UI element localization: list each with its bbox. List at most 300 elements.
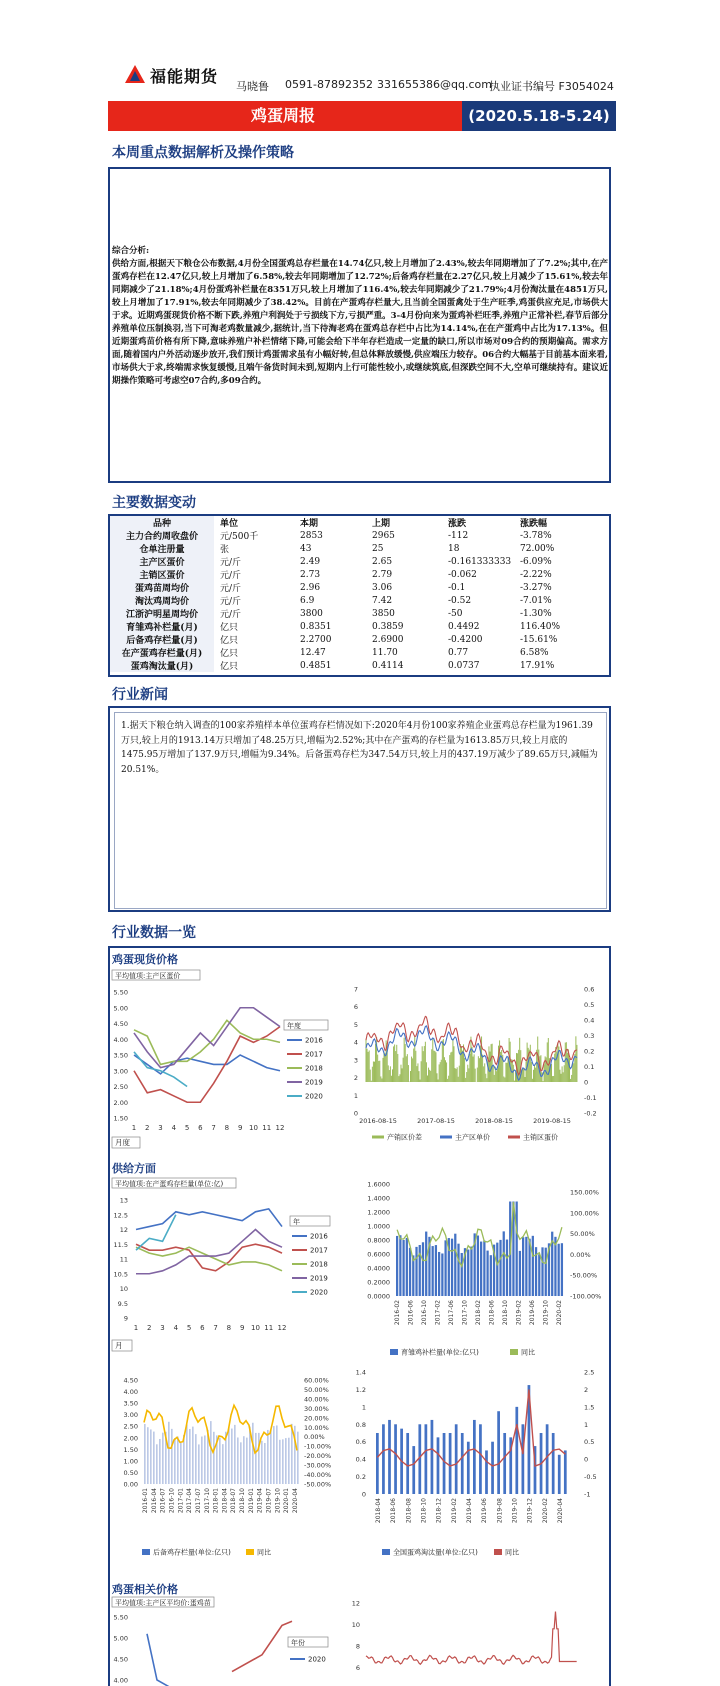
y-left-tick: 0.2000	[367, 1279, 390, 1287]
chart-spot-price-monthly	[112, 970, 332, 1150]
series-line-other	[232, 1621, 292, 1671]
y-left-tick: 4	[354, 1039, 358, 1047]
bar	[432, 1246, 434, 1296]
bar	[210, 1421, 212, 1484]
legend-label: 2020	[305, 1093, 323, 1101]
bar	[402, 1240, 404, 1296]
table-cell: 亿只	[214, 659, 300, 672]
y-left-tick: 3.50	[124, 1400, 138, 1408]
bar	[144, 1424, 146, 1484]
x-tick-label: 12	[276, 1124, 285, 1132]
table-cell: 蛋鸡苗周均价	[110, 581, 214, 594]
x-tick-label: 2019-04	[466, 1498, 473, 1523]
bar	[156, 1444, 158, 1484]
bar	[222, 1444, 224, 1484]
bar	[443, 1433, 446, 1494]
table-row	[110, 620, 600, 633]
bar	[532, 1236, 534, 1296]
y-left-tick: 2	[354, 1074, 358, 1082]
x-tick-label: 2019-01	[248, 1488, 255, 1513]
y-tick-label: 1.50	[114, 1115, 128, 1123]
analysis-text	[112, 245, 608, 388]
table-header-cell: 本期	[300, 516, 372, 529]
axis-button-label: 月度	[115, 1137, 130, 1147]
table-cell: 亿只	[214, 633, 300, 646]
table-cell: 0.4851	[300, 659, 372, 672]
bar	[441, 1253, 443, 1296]
bar	[415, 1247, 417, 1296]
x-tick-label: 2020-04	[292, 1488, 299, 1513]
x-tick-label: 2017-07	[195, 1488, 202, 1513]
y-tick-label: 11	[120, 1256, 128, 1264]
y-right-tick: 0.4	[584, 1017, 594, 1025]
table-row	[110, 555, 600, 568]
table-cell: 6.58%	[520, 646, 600, 659]
x-tick-label: 2017-02	[435, 1300, 442, 1325]
x-tick-label: 2019-02	[451, 1498, 458, 1523]
x-tick-label: 2017-10	[462, 1300, 469, 1325]
table-cell: 2.79	[372, 568, 448, 581]
table-cell: 元/斤	[214, 555, 300, 568]
y-left-tick: 1.2	[356, 1386, 366, 1394]
bar	[237, 1437, 239, 1484]
table-header-cell: 单位	[214, 516, 300, 529]
y-right-tick: 50.00%	[304, 1386, 329, 1394]
bar	[490, 1255, 492, 1296]
bar	[561, 1243, 563, 1296]
x-tick-label: 4	[172, 1124, 177, 1132]
table-cell: -2.22%	[520, 568, 600, 581]
table-cell: -0.52	[448, 594, 520, 607]
y-tick-label: 12	[120, 1226, 128, 1234]
bar	[168, 1422, 170, 1484]
table-cell: 43	[300, 542, 372, 555]
legend-label: 主产区单价	[455, 1133, 490, 1142]
bar	[499, 1240, 501, 1296]
series-line-2020	[147, 1634, 172, 1686]
y-tick-label: 4.00	[114, 1036, 128, 1044]
x-tick-label: 2018-10	[239, 1488, 246, 1513]
x-tick-label: 2017-08-15	[417, 1117, 455, 1125]
legend-title: 年度	[287, 1021, 301, 1030]
bar	[479, 1424, 482, 1494]
table-cell: -6.09%	[520, 555, 600, 568]
table-cell: -50	[448, 607, 520, 620]
table-cell: 张	[214, 542, 300, 555]
table-cell: 0.4492	[448, 620, 520, 633]
y-right-tick: -50.00%	[304, 1481, 331, 1489]
bar	[558, 1455, 561, 1494]
chart-chick-price	[112, 1597, 332, 1680]
x-tick-label: 12	[278, 1324, 287, 1332]
legend-swatch	[142, 1549, 150, 1555]
table-cell: 3850	[372, 607, 448, 620]
x-tick-label: 2018-06	[489, 1300, 496, 1325]
legend-label: 产销区价差	[387, 1133, 422, 1142]
legend-swatch	[390, 1349, 398, 1355]
analysis-body: 供给方面,根据天下粮仓公布数据,4月份全国蛋鸡总存栏量在14.74亿只,较上月增加了2.43%,较去年同期增加了了7.2%;其中,在产蛋鸡存栏在12.47亿只,较上月增加了6.58%,较去年同期增加了12.72%;后备鸡存栏量在2.27亿只,较上月减少了15.61%,较去年同期减少了21.18%;4月份蛋鸡补栏量在8351万只,较上月增加了116.4%,较去年同期减少了21.79%;4月份淘汰量在4851万只,较上月增加了17.91%,较去年同期减少了38.42%。目前在产蛋鸡存栏量大,且当前全国蛋禽处于生产旺季,鸡蛋供应充足,市场供大于求。近期鸡蛋现货价格不断下跌,养殖户利润处于亏损线下方,亏损严重。3-4月份向来为蛋鸡补栏旺季,养殖户正常补栏,春节后部分养殖单位压制换羽,当下可淘老鸡数量减少,据统计,当下待淘老鸡在蛋鸡总存栏中占比为14.14%,在在产蛋鸡中占比为17.13%。但近期蛋鸡苗价格有所下降,意味养殖户补栏情绪下降,可能会给下半年存栏造成一定量的缺口,所以市场对09合约的预期偏高。需求方面,随着国内户外活动逐步放开,我们预计鸡蛋需求虽有小幅好转,但总体释放缓慢,供应端压力较存。06合约大幅基于目前基本面来看,市场供大于求,终端需求恢复缓慢,且端午备货时间未到,短期内上行可能性较小,或继续筑底,但深跌空间不大,空单可继续持有。建议近期操作策略可考虑空07合约,多09合约。	[112, 258, 608, 388]
legend-label: 2016	[305, 1037, 323, 1045]
legend-label: 2020	[308, 1656, 326, 1664]
y-tick-label: 11.5	[114, 1241, 128, 1249]
table-row	[110, 646, 600, 659]
bar	[546, 1424, 549, 1494]
x-tick-label: 2018-08-15	[475, 1117, 513, 1125]
x-tick-label: 2017-10	[204, 1488, 211, 1513]
table-cell: 0.3859	[372, 620, 448, 633]
bar	[496, 1243, 498, 1296]
bar	[279, 1440, 281, 1484]
table-cell: 元/斤	[214, 581, 300, 594]
y-right-tick: -40.00%	[304, 1471, 331, 1479]
bar	[153, 1432, 155, 1484]
bar	[516, 1202, 518, 1297]
subheading-spot-price: 鸡蛋现货价格	[112, 951, 178, 967]
y-left-tick: 0.0000	[367, 1293, 390, 1301]
y-tick-label: 4.00	[114, 1677, 128, 1685]
bar	[522, 1424, 525, 1494]
y-right-tick: 1.5	[584, 1403, 594, 1411]
y-left-tick: 0.50	[124, 1469, 138, 1477]
bar	[270, 1430, 272, 1484]
y-left-tick: 2.50	[124, 1423, 138, 1431]
x-tick-label: 2016-01	[142, 1488, 149, 1513]
bar	[147, 1427, 149, 1484]
bar	[252, 1423, 254, 1484]
bar	[564, 1450, 567, 1494]
y-right-tick: 0.5	[584, 1438, 594, 1446]
bar	[451, 1239, 453, 1296]
bar	[477, 1236, 479, 1296]
bar	[234, 1425, 236, 1484]
x-tick-label: 2020-01	[283, 1488, 290, 1513]
x-tick-label: 2018-04	[375, 1498, 382, 1523]
bar	[480, 1242, 482, 1296]
bar	[261, 1441, 263, 1484]
y-left-tick: 0.4000	[367, 1265, 390, 1273]
x-tick-label: 2018-10	[502, 1300, 509, 1325]
x-tick-label: 8	[225, 1124, 229, 1132]
table-cell: -3.27%	[520, 581, 600, 594]
report-date-range: (2020.5.18-5.24)	[462, 101, 616, 131]
legend-label: 2018	[310, 1261, 328, 1269]
bar	[394, 1424, 397, 1494]
y-tick-label: 12.5	[114, 1211, 128, 1219]
bar	[470, 1247, 472, 1296]
series-line-2016	[136, 1209, 282, 1230]
y-right-tick: 40.00%	[304, 1395, 329, 1403]
legend-title: 年	[293, 1217, 300, 1226]
bar	[461, 1433, 464, 1494]
y-left-tick: 0.6	[356, 1438, 366, 1446]
bar	[388, 1420, 391, 1494]
x-tick-label: 11	[262, 1124, 271, 1132]
table-cell: 亿只	[214, 646, 300, 659]
section-heading-overview: 行业数据一览	[112, 922, 196, 942]
y-left-tick: 0.2	[356, 1473, 366, 1481]
chart-spot-price-series	[352, 985, 602, 1150]
y-tick-label: 10.5	[114, 1270, 128, 1278]
bar	[422, 1242, 424, 1296]
y-right-tick: -100.00%	[570, 1293, 601, 1301]
x-tick-label: 2019-08-15	[533, 1117, 571, 1125]
section-heading-data-change: 主要数据变动	[112, 492, 196, 512]
bar	[267, 1430, 269, 1484]
y-left-tick: 6	[354, 1003, 358, 1011]
bar	[186, 1424, 188, 1484]
table-cell: 育雏鸡补栏量(月)	[110, 620, 214, 633]
table-cell: -3.78%	[520, 529, 600, 542]
bar	[485, 1450, 488, 1494]
legend-label: 2019	[310, 1275, 328, 1283]
analyst-phone: 0591-87892352	[285, 78, 373, 91]
x-tick-label: 2018-04	[221, 1488, 228, 1513]
x-tick-label: 2016-07	[160, 1488, 167, 1513]
y-right-tick: 0.2	[584, 1048, 594, 1056]
table-cell: 淘汰鸡周均价	[110, 594, 214, 607]
bar	[431, 1420, 434, 1494]
bar	[425, 1424, 428, 1494]
x-tick-label: 2019-06	[529, 1300, 536, 1325]
x-tick-label: 2017-04	[186, 1488, 193, 1513]
table-cell: 18	[448, 542, 520, 555]
bar	[399, 1235, 401, 1296]
news-text: 1.据天下粮仓纳入调查的100家养殖样本单位蛋鸡存栏情况如下:2020年4月份100家养殖企业蛋鸡总存栏量为1961.39万只,较上月的1913.14万只增加了48.25万只,增幅为2.52%;其中在产蛋鸡的存栏量为1613.85万只,较上月底的1475.95万增加了137.9万只,增幅为9.34%。后备蛋鸡存栏为347.54万只,较上月的437.19万减少了89.65万只,减幅为20.51%。	[121, 719, 599, 777]
y-tick-label: 4.50	[114, 1020, 128, 1028]
table-cell: -0.1	[448, 581, 520, 594]
legend-title: 年份	[291, 1638, 305, 1647]
x-tick-label: 2019-10	[274, 1488, 281, 1513]
table-cell: 仓单注册量	[110, 542, 214, 555]
bar	[282, 1439, 284, 1484]
y-tick-label: 3.50	[114, 1052, 128, 1060]
bar	[497, 1411, 500, 1494]
chart-label: 平均值项:在产蛋鸡存栏量(单位:亿)	[115, 1179, 223, 1188]
data-table	[110, 516, 600, 672]
table-row	[110, 594, 600, 607]
y-left-tick: 0.4	[356, 1456, 366, 1464]
x-tick-label: 2017-06	[448, 1300, 455, 1325]
table-cell: 7.42	[372, 594, 448, 607]
y-right-tick: -10.00%	[304, 1443, 331, 1451]
table-row	[110, 581, 600, 594]
y-left-tick: 7	[354, 986, 358, 994]
y-tick-label: 8	[356, 1643, 360, 1651]
table-cell: -7.01%	[520, 594, 600, 607]
table-cell: 0.8351	[300, 620, 372, 633]
y-right-tick: 100.00%	[570, 1209, 599, 1217]
series-line-2019	[136, 1230, 282, 1274]
chart-label: 平均值项:主产区平均价:蛋鸡苗	[115, 1598, 211, 1607]
y-right-tick: -0.1	[584, 1094, 597, 1102]
title-bar	[108, 101, 616, 131]
bar	[159, 1439, 161, 1484]
x-tick-label: 2020-04	[557, 1498, 564, 1523]
table-cell: -112	[448, 529, 520, 542]
bar	[201, 1437, 203, 1484]
y-tick-label: 6	[356, 1664, 360, 1672]
y-left-tick: 0.8000	[367, 1237, 390, 1245]
bar	[240, 1442, 242, 1484]
series-line-2016	[134, 1055, 280, 1074]
bar	[162, 1433, 164, 1484]
x-tick-label: 8	[227, 1324, 231, 1332]
y-tick-label: 9.5	[118, 1300, 128, 1308]
table-cell: 元/斤	[214, 594, 300, 607]
table-row	[110, 529, 600, 542]
table-cell: 2.73	[300, 568, 372, 581]
bar	[552, 1433, 555, 1494]
bar	[449, 1433, 452, 1494]
y-tick-label: 3.00	[114, 1067, 128, 1075]
bar	[503, 1433, 506, 1494]
chart-culling	[352, 1368, 602, 1558]
table-cell: 江浙沪明星周均价	[110, 607, 214, 620]
series-line-yoy	[397, 1202, 562, 1266]
bar	[264, 1443, 266, 1484]
table-cell: -0.4200	[448, 633, 520, 646]
x-tick-label: 2016-02	[394, 1300, 401, 1325]
y-left-tick: 1	[362, 1403, 366, 1411]
table-header-cell: 涨跌	[448, 516, 520, 529]
bar	[491, 1442, 494, 1494]
x-tick-label: 2018-07	[230, 1488, 237, 1513]
chart-culled-hen-price	[352, 1597, 602, 1680]
table-row	[110, 633, 600, 646]
table-cell: 主销区蛋价	[110, 568, 214, 581]
analyst-email: 331655386@qq.com	[377, 78, 492, 91]
bar	[425, 1232, 427, 1296]
y-right-tick: -20.00%	[304, 1452, 331, 1460]
x-tick-label: 2020-02	[542, 1498, 549, 1523]
bar	[435, 1245, 437, 1296]
series-line-2020	[136, 1215, 176, 1250]
y-right-tick: -1	[584, 1491, 590, 1499]
y-left-tick: 0.8	[356, 1421, 366, 1429]
bar	[409, 1248, 411, 1296]
bar	[285, 1438, 287, 1484]
y-right-tick: -0.5	[584, 1473, 597, 1481]
table-cell: 2.96	[300, 581, 372, 594]
legend-label: 同比	[505, 1548, 519, 1557]
analysis-heading: 综合分析:	[112, 245, 608, 258]
bar	[382, 1424, 385, 1494]
bar	[515, 1407, 518, 1494]
y-right-tick: 0.00%	[304, 1433, 325, 1441]
x-tick-label: 2016-08-15	[359, 1117, 397, 1125]
y-left-tick: 3.00	[124, 1411, 138, 1419]
table-cell: 在产蛋鸡存栏量(月)	[110, 646, 214, 659]
bar	[246, 1438, 248, 1484]
legend-label: 2016	[310, 1233, 328, 1241]
series-line-2017	[136, 1244, 282, 1271]
table-cell: 主产区蛋价	[110, 555, 214, 568]
x-tick-label: 2019-07	[266, 1488, 273, 1513]
table-row	[110, 659, 600, 672]
x-tick-label: 10	[249, 1124, 258, 1132]
x-tick-label: 1	[134, 1324, 138, 1332]
x-tick-label: 6	[198, 1124, 203, 1132]
table-cell: 12.47	[300, 646, 372, 659]
bar	[177, 1437, 179, 1484]
table-row	[110, 607, 600, 620]
y-left-tick: 1.2000	[367, 1209, 390, 1217]
x-tick-label: 9	[238, 1124, 242, 1132]
legend-label: 2018	[305, 1065, 323, 1073]
legend-label: 2019	[305, 1079, 323, 1087]
y-right-tick: -50.00%	[570, 1272, 597, 1280]
y-left-tick: 0	[354, 1110, 358, 1118]
y-left-tick: 1.50	[124, 1446, 138, 1454]
y-right-tick: 0.3	[584, 1032, 594, 1040]
x-tick-label: 2016-06	[408, 1300, 415, 1325]
y-right-tick: 2	[584, 1386, 588, 1394]
x-tick-label: 2017-01	[177, 1488, 184, 1513]
y-tick-label: 5.00	[114, 1004, 128, 1012]
x-tick-label: 2019-02	[516, 1300, 523, 1325]
legend-swatch	[510, 1349, 518, 1355]
news-box	[108, 706, 611, 912]
table-cell: 11.70	[372, 646, 448, 659]
chart-reserve-stock	[112, 1376, 352, 1556]
table-cell: 2.2700	[300, 633, 372, 646]
table-cell: -1.30%	[520, 607, 600, 620]
legend-label: 后备鸡存栏量(单位:亿只)	[153, 1548, 231, 1557]
series-line-2017	[134, 1027, 280, 1103]
table-header-cell: 品种	[110, 516, 214, 529]
x-tick-label: 7	[211, 1124, 215, 1132]
bar	[545, 1248, 547, 1296]
x-tick-label: 9	[240, 1324, 244, 1332]
table-cell: 元/斤	[214, 568, 300, 581]
bar	[228, 1427, 230, 1484]
x-tick-label: 2018-02	[475, 1300, 482, 1325]
y-tick-label: 5.50	[114, 1614, 128, 1622]
bar	[406, 1238, 408, 1296]
x-tick-label: 2016-10	[168, 1488, 175, 1513]
y-left-tick: 0	[362, 1491, 366, 1499]
bar	[219, 1438, 221, 1484]
table-cell: 3.06	[372, 581, 448, 594]
table-cell: 2.6900	[372, 633, 448, 646]
legend-swatch	[494, 1549, 502, 1555]
y-tick-label: 2.50	[114, 1083, 128, 1091]
y-left-tick: 4.50	[124, 1377, 138, 1385]
y-tick-label: 13	[120, 1197, 128, 1205]
bar	[412, 1255, 414, 1296]
table-cell: -15.61%	[520, 633, 600, 646]
bar	[541, 1247, 543, 1296]
subheading-related-prices: 鸡蛋相关价格	[112, 1581, 178, 1597]
y-right-tick: 1	[584, 1421, 588, 1429]
table-cell: 72.00%	[520, 542, 600, 555]
y-tick-label: 5.50	[114, 989, 128, 997]
x-tick-label: 3	[160, 1324, 164, 1332]
bar	[255, 1433, 257, 1484]
table-cell: 0.0737	[448, 659, 520, 672]
y-tick-label: 10	[120, 1285, 128, 1293]
table-cell: -0.062	[448, 568, 520, 581]
y-right-tick: -0.2	[584, 1110, 597, 1118]
bar	[461, 1253, 463, 1296]
legend-label: 主销区蛋价	[523, 1133, 558, 1142]
y-tick-label: 10	[352, 1621, 360, 1629]
bar	[483, 1241, 485, 1296]
bar	[406, 1433, 409, 1494]
x-tick-label: 2019-04	[257, 1488, 264, 1513]
x-tick-label: 2018-06	[390, 1498, 397, 1523]
table-header-cell: 上期	[372, 516, 448, 529]
